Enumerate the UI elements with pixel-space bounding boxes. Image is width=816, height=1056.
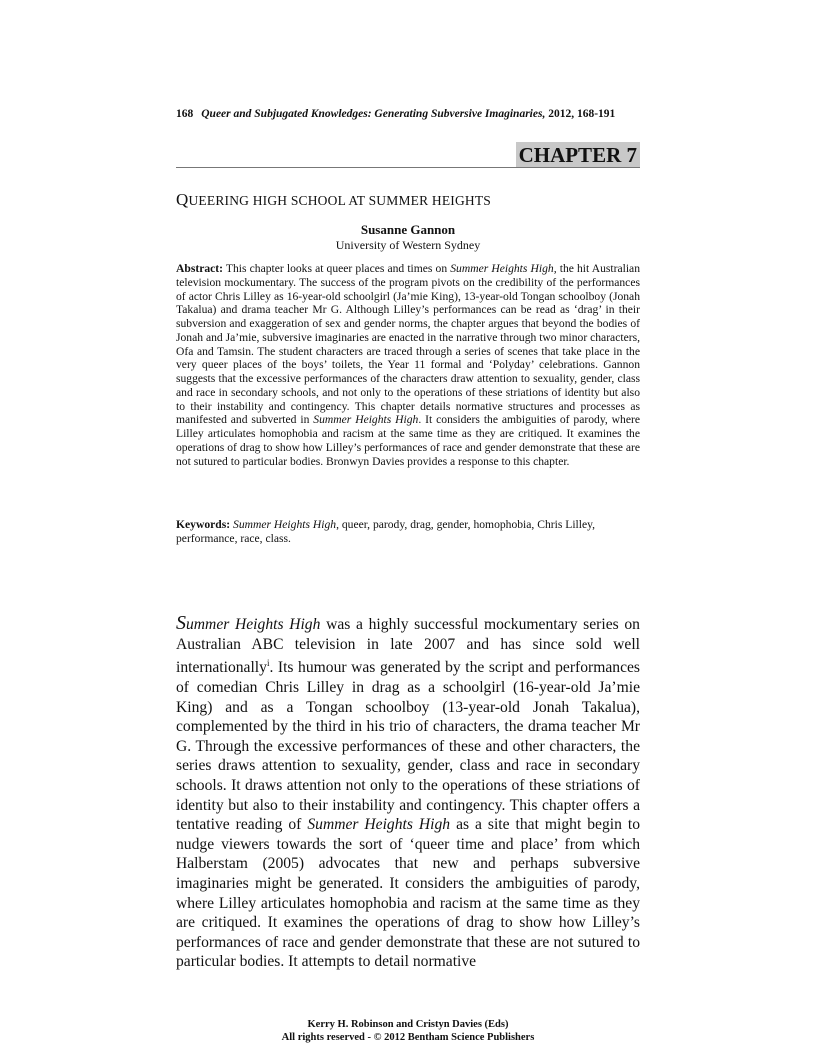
abstract-text: the hit Australian television mockumentary. The success of the program pivots on the credibility of the performances of actor Chris Lilley as 16-year-old schoolgirl (Ja’mie King), 13-year-old Tongan schoolboy (Jonah Takalua) and drama teacher Mr G. Although Lilley’s performances can be read as ‘drag’ in their subversion and exaggeration of sex and gender norms, the chapter argues that beyond the bodies of Jonah and Ja’mie, subversive imaginaries are enacted in the narrative through two minor characters, Ofa and Tamsin. The student characters are traced through a series of scenes that take place in the very queer places of the boys’ toilets, the Year 11 formal and ‘Polyday’ celebrations. Gannon suggests that the excessive performances of the characters draw attention to sexuality, gender, class and race in secondary schools, and not only to the operations of these striations of identity but also to their instability and contingency. This chapter details normative structures and processes as manifested and subverted in [176, 262, 640, 427]
chapter-title [176, 190, 491, 210]
abstract-text: This chapter looks at queer places and times on [223, 262, 451, 275]
body-text [176, 614, 640, 972]
body-text-part: was a highly successful mockumentary series on Australian ABC television in late 2007 and has since sold well internationally [176, 616, 640, 677]
abstract-text: . It considers the ambiguities of parody, where Lilley articulates homophobia and racism at the same time as they are critiqued. It examines the operations of drag to show how Lilley’s performances of race and gender demonstrate that these are not sutured to particular bodies. Bronwyn Davies provides a response to this chapter. [176, 413, 640, 468]
divider [176, 167, 640, 168]
abstract [176, 262, 640, 468]
abstract-title-ref: Summer Heights High [313, 413, 419, 427]
drop-initial: S [176, 612, 186, 634]
body-text-part: . Its humour was generated by the script and performances of comedian Chris Lilley in drag as a schoolgirl (16-year-old Ja’mie King) and as a Tongan schoolboy (13-year-old Jonah Takalua), complemented by the third in his trio of characters, the drama teacher Mr G. Through the excessive performances of these and other characters, the series draws attention to sexuality, gender, class and race in secondary schools. It draws attention not only to the operations of these striations of identity but also to their instability and contingency. This chapter offers a tentative reading of [176, 659, 640, 834]
footer-editors: Kerry H. Robinson and Cristyn Davies (Eds) [307, 1019, 509, 1030]
title-rest: UEERING HIGH SCHOOL AT SUMMER HEIGHTS [188, 193, 492, 208]
page-number: 168 [176, 108, 194, 120]
keywords-title-ref: Summer Heights High [233, 518, 337, 531]
footer-rights: All rights reserved - © 2012 Bentham Science Publishers [281, 1032, 535, 1043]
keywords [176, 518, 640, 546]
abstract-label: Abstract: [176, 262, 224, 275]
title-initial: Q [176, 190, 189, 209]
abstract-title-ref: Summer Heights High, [450, 262, 557, 275]
keywords-label: Keywords: [176, 518, 231, 531]
footer [176, 1018, 640, 1044]
chapter-label: CHAPTER 7 [516, 142, 640, 168]
year-pages: 2012, 168-191 [548, 108, 616, 120]
author: Susanne Gannon [360, 222, 456, 237]
body-title-ref: Summer Heights High [307, 816, 451, 834]
body-title-ref: ummer Heights High [186, 616, 321, 633]
journal-title: Queer and Subjugated Knowledges: Generating Subversive Imaginaries, [201, 108, 546, 120]
keywords-text: , queer, parody, drag, gender, homophobia, Chris Lilley, performance, race, class. [176, 518, 596, 545]
running-header [176, 108, 615, 120]
body-text-part: as a site that might begin to nudge viewers towards the sort of ‘queer time and place’ from which Halberstam (2005) advocates that new and perhaps subversive imaginaries might be generated. It considers the ambiguities of parody, where Lilley articulates homophobia and racism at the same time as they are critiqued. It examines the operations of drag to show how Lilley’s performances of race and gender demonstrate that these are not sutured to particular bodies. It attempts to detail normative [176, 816, 640, 971]
footnote-marker[interactable]: i [266, 658, 270, 669]
affiliation: University of Western Sydney [335, 238, 481, 252]
